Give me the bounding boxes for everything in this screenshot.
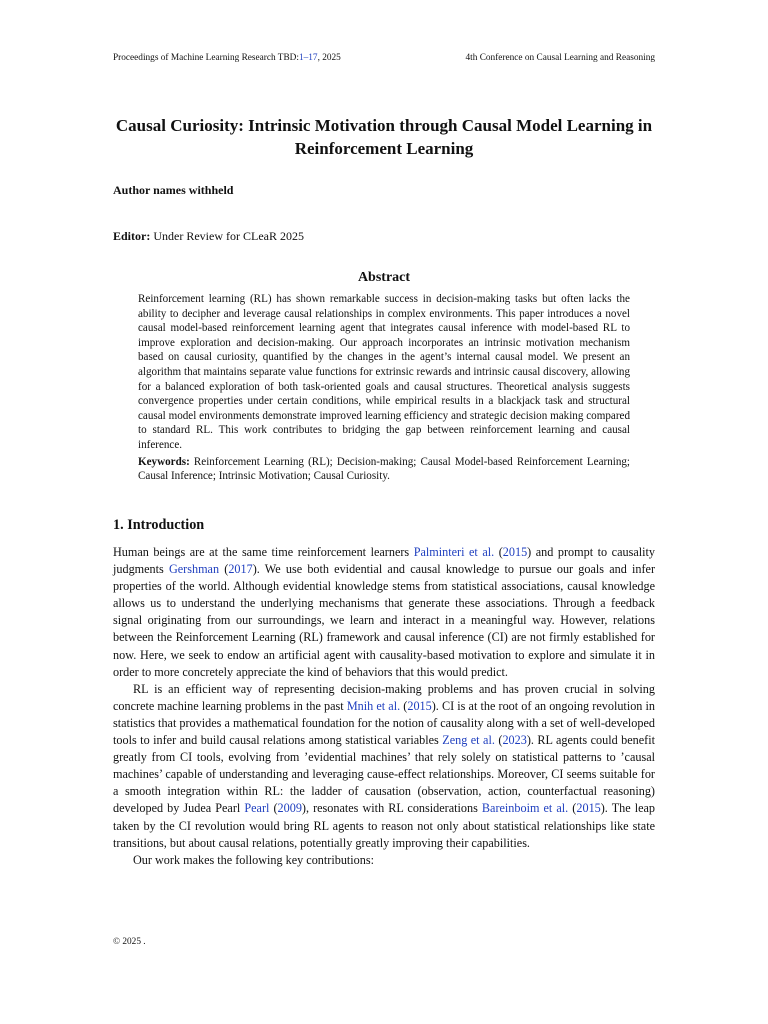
page-range-link[interactable]: 1–17 (298, 53, 318, 63)
keywords-value: Reinforcement Learning (RL); Decision-making; Causal Model-based Reinforcement Learning; Causal Inference; Intrinsic Motivation; Causal Curiosity. (138, 455, 630, 483)
citation-pearl-year[interactable]: 2009 (277, 801, 302, 816)
citation-palminteri-year[interactable]: 2015 (502, 545, 528, 559)
keywords-label: Keywords: (138, 455, 190, 468)
intro-paragraph-1: Human beings are at the same time reinforcement learners Palminteri et al. (2015) and prompt to causality judgments Gershman (2017). We use both evidential and causal knowledge to pursue our goals and infer properties of the world. Although evidential knowledge stems from statistical associations, causal knowledge allows us to understand the underlying mechanisms that generate these associations. Through a feedback signal originating from our surroundings, we learn and interact in a meaningful way. However, relations between the Reinforcement Learning (RL) framework and causal inference (CI) are not firmly established for now. Here, we seek to endow an artificial agent with causality-based motivation to explore and simulate it in order to more concretely appreciate the kind of behaviors that this would predict. (113, 545, 655, 679)
abstract-body (138, 292, 630, 484)
citation-mnih-year[interactable]: 2015 (407, 698, 432, 713)
abstract-text: Reinforcement learning (RL) has shown remarkable success in decision-making tasks but often lacks the ability to decipher and leverage causal relationships in complex environments. This paper introduces a novel causal model-based reinforcement learning agent that integrates causal inference with model-based RL to improve exploration and decision-making. Our approach incorporates an intrinsic motivation mechanism based on causal curiosity, quantified by the changes in the agent’s internal causal model. We present an algorithm that maintains separate value functions for extrinsic rewards and intrinsic causal discovery, allowing for a balanced exploration of both task-oriented goals and causal structures. Theoretical analysis suggests convergence properties under certain conditions, while empirical results in a blackjack task and structural causal model environments demonstrate improved learning efficiency and strategic decision making compared to standard RL. This work contributes to bridging the gap between reinforcement learning and causal inference. (138, 293, 630, 451)
proceedings-info: Proceedings of Machine Learning Research TBD:1–17, 2025 (113, 53, 341, 63)
citation-zeng-year[interactable]: 2023 (502, 733, 527, 748)
paper-title: Causal Curiosity: Intrinsic Motivation through Causal Model Learning in Reinforcement Learning (115, 116, 653, 158)
running-head (113, 52, 655, 64)
intro-paragraph-3: Our work makes the following key contributions: (133, 852, 375, 867)
keywords-line (138, 455, 630, 484)
author-names: Author names withheld (113, 183, 234, 197)
section-heading-introduction: 1. Introduction (113, 517, 205, 533)
citation-pearl[interactable]: Pearl (244, 801, 270, 816)
editor-label: Editor: (113, 229, 151, 243)
abstract-heading: Abstract (357, 270, 411, 285)
citation-palminteri[interactable]: Palminteri et al. (413, 545, 495, 559)
copyright-footer: © 2025 . (113, 937, 146, 947)
conference-name: 4th Conference on Causal Learning and Reasoning (465, 53, 655, 63)
intro-paragraph-2: RL is an efficient way of representing decision-making problems and has proven crucial in solving concrete machine learning problems in the past Mnih et al. (2015). CI is at the root of an ongoing revolution in statistics that provides a mathematical foundation for the notion of causality along with a set of well-developed tools to infer and build causal relations among statistical variables Zeng et al. (2023). RL agents could benefit greatly from CI tools, evolving from ’evidential machines’ that rely solely on statistical patterns to ’causal machines’ capable of understanding and leveraging cause-effect relationships. Moreover, CI seems suitable for a smooth integration within RL: the ladder of causation (observation, action, counterfactual reasoning) developed by Judea Pearl Pearl (2009), resonates with RL considerations Bareinboim et al. (2015). The leap taken by the CI revolution would bring RL agents to reason not only about statistical relationships like state transitions, but about causal relations, potentially greatly improving their capabilities. (113, 681, 656, 850)
citation-bareinboim[interactable]: Bareinboim et al. (481, 801, 569, 816)
editor-value: Under Review for CLeaR 2025 (150, 229, 304, 243)
citation-mnih[interactable]: Mnih et al. (346, 698, 401, 713)
citation-gershman[interactable]: Gershman (168, 562, 220, 577)
editor-line (113, 228, 304, 244)
introduction-body (113, 544, 655, 869)
citation-gershman-year[interactable]: 2017 (228, 562, 253, 577)
citation-bareinboim-year[interactable]: 2015 (576, 801, 601, 816)
citation-zeng[interactable]: Zeng et al. (442, 733, 495, 748)
